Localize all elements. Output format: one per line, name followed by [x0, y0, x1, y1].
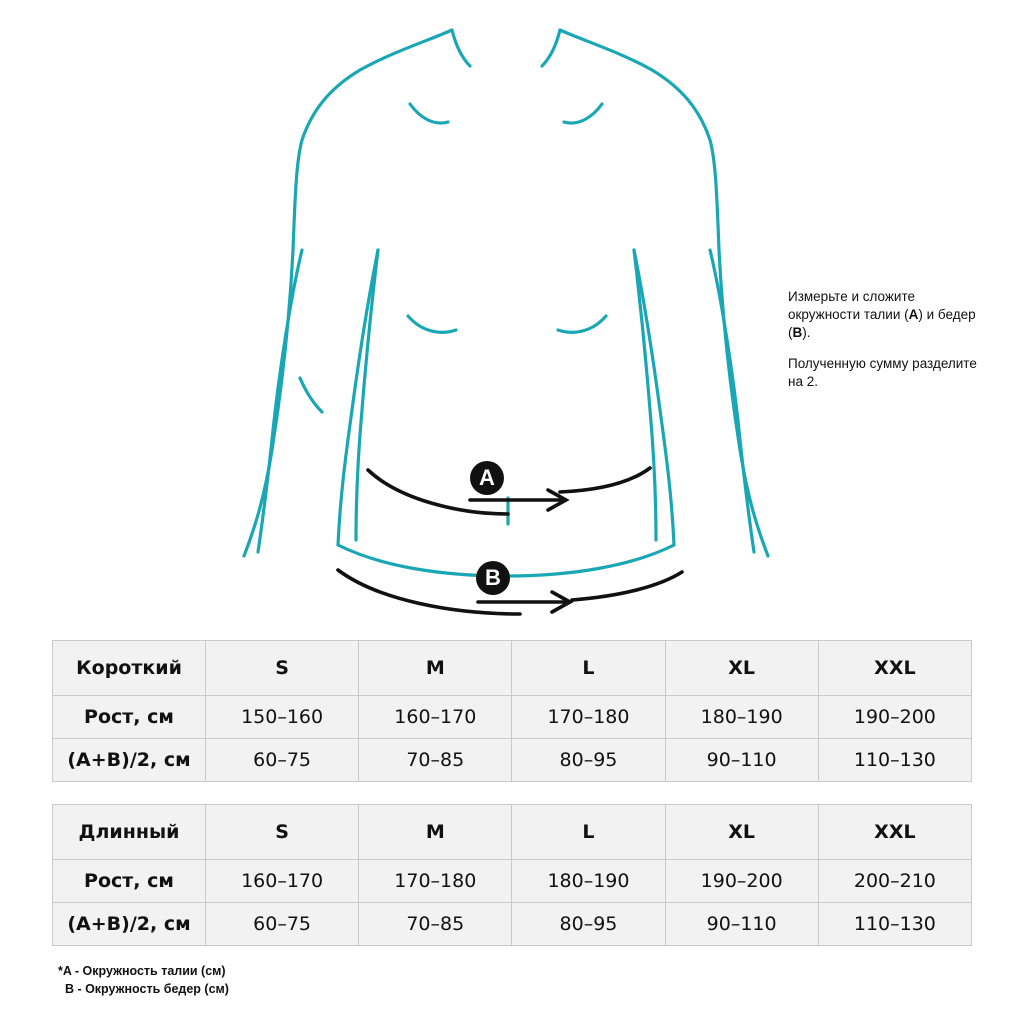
size-header-cell: S [206, 641, 359, 696]
table-cell: 70–85 [359, 739, 512, 782]
size-table-short [52, 640, 972, 782]
size-header-cell: L [512, 805, 665, 860]
table-cell: 110–130 [818, 739, 971, 782]
table-row [53, 641, 972, 696]
table-cell: 80–95 [512, 903, 665, 946]
table-cell: 160–170 [206, 860, 359, 903]
table-cell: 90–110 [665, 903, 818, 946]
table-cell: 190–200 [665, 860, 818, 903]
instructions-block [788, 288, 988, 405]
instruction-line-1 [788, 288, 988, 341]
size-header-cell: XXL [818, 805, 971, 860]
footnote [58, 962, 229, 998]
row-label: (A+B)/2, см [53, 903, 206, 946]
table-cell: 80–95 [512, 739, 665, 782]
torso-outline [244, 30, 768, 576]
footnote-line-1: *A - Окружность талии (см) [58, 964, 226, 978]
table-cell: 70–85 [359, 903, 512, 946]
size-table-long-body [53, 805, 972, 946]
size-header-cell: M [359, 641, 512, 696]
label-a-text: A [479, 465, 495, 490]
instruction-1-a: A [908, 306, 919, 322]
table-row [53, 903, 972, 946]
size-header-cell: L [512, 641, 665, 696]
row-label: Длинный [53, 805, 206, 860]
table-cell: 160–170 [359, 696, 512, 739]
table-cell: 190–200 [818, 696, 971, 739]
table-cell: 110–130 [818, 903, 971, 946]
size-header-cell: S [206, 805, 359, 860]
row-label: Короткий [53, 641, 206, 696]
size-tables [0, 640, 1024, 946]
size-header-cell: M [359, 805, 512, 860]
label-b-text: B [485, 565, 501, 590]
row-label: Рост, см [53, 860, 206, 903]
table-row [53, 860, 972, 903]
instruction-1-b: B [792, 324, 803, 340]
size-header-cell: XXL [818, 641, 971, 696]
table-cell: 170–180 [359, 860, 512, 903]
table-cell: 60–75 [206, 903, 359, 946]
size-header-cell: XL [665, 641, 818, 696]
table-row [53, 696, 972, 739]
table-cell: 60–75 [206, 739, 359, 782]
size-header-cell: XL [665, 805, 818, 860]
size-table-long [52, 804, 972, 946]
table-cell: 150–160 [206, 696, 359, 739]
table-cell: 170–180 [512, 696, 665, 739]
table-cell: 200–210 [818, 860, 971, 903]
size-table-short-body [53, 641, 972, 782]
table-cell: 90–110 [665, 739, 818, 782]
table-row [53, 739, 972, 782]
table-cell: 180–190 [665, 696, 818, 739]
instruction-1-pre: Измерьте и сложите окружности талии ( [788, 289, 915, 322]
instruction-1-post: ). [802, 324, 811, 340]
table-cell: 180–190 [512, 860, 665, 903]
instruction-line-2: Полученную сумму разделите на 2. [788, 356, 977, 390]
footnote-line-2: B - Окружность бедер (см) [58, 982, 229, 997]
table-row [53, 805, 972, 860]
row-label: (A+B)/2, см [53, 739, 206, 782]
row-label: Рост, см [53, 696, 206, 739]
instruction-1-mid: ) и бедер ( [788, 306, 976, 340]
